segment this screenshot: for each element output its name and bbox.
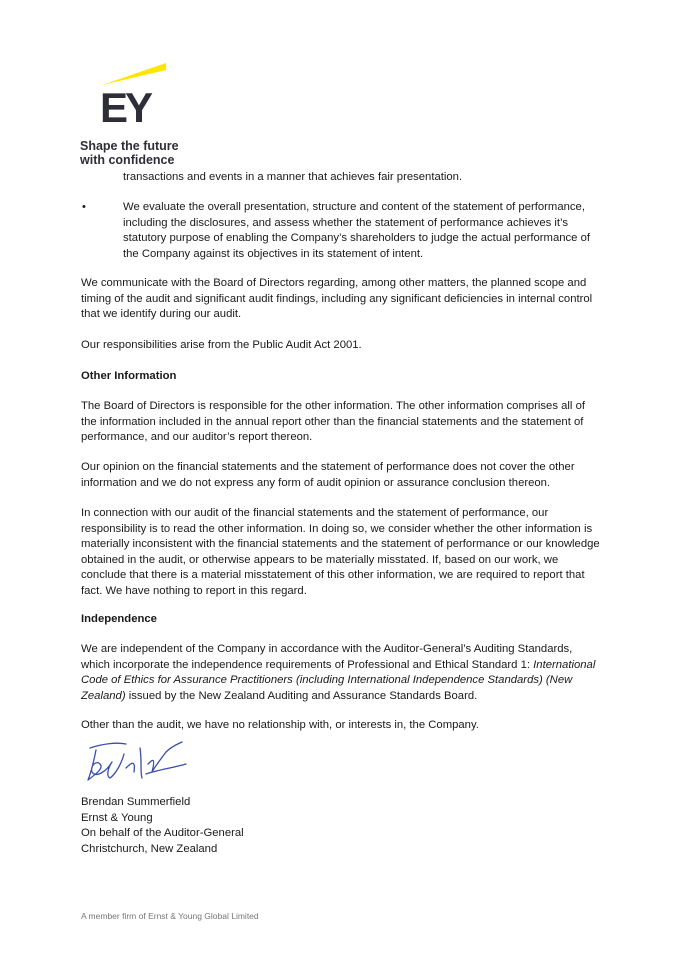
handwritten-signature bbox=[82, 738, 192, 786]
signatory-on-behalf: On behalf of the Auditor-General bbox=[81, 827, 244, 839]
independence-heading: Independence bbox=[81, 613, 157, 625]
ey-beam-icon bbox=[102, 63, 166, 85]
ey-logo bbox=[80, 63, 190, 168]
communication-paragraph: We communicate with the Board of Directors regarding, among other matters, the planned scope and timing of the audit and significant audit findings, including any significant deficiencies in internal control that we identify during our audit. bbox=[81, 277, 593, 320]
other-information-paragraph-2: Our opinion on the financial statements and the statement of performance does not cover the other information and we do not express any form of audit opinion or assurance conclusion thereon. bbox=[81, 461, 575, 489]
independence-text-c: issued by the New Zealand Auditing and Assurance Standards Board. bbox=[125, 689, 478, 702]
page-footer: A member firm of Ernst & Young Global Limited bbox=[81, 911, 259, 921]
signatory-block bbox=[81, 795, 601, 857]
signatory-location: Christchurch, New Zealand bbox=[81, 842, 218, 855]
ey-wordmark: EY bbox=[100, 84, 151, 131]
other-information-heading: Other Information bbox=[81, 370, 177, 382]
bullet-continuation: transactions and events in a manner that achieves fair presentation. bbox=[123, 171, 463, 183]
independence-text-a: We are independent of the Company in accordance with the Auditor-General’s Auditing Standards, which incorporate the independence requirements of Professional and Ethical Standard 1: bbox=[81, 643, 573, 671]
other-information-paragraph-3: In connection with our audit of the financial statements and the statement of performance, our responsibility is to read the other information. In doing so, we consider whether the other information is materially inconsistent with the financial statements and the statement of performance or our knowledge obtained in the audit, or otherwise appears to be materially misstated. If, based on our work, we conclude that there is a material misstatement of this other information, we are required to report that fact. We have nothing to report in this regard. bbox=[81, 507, 600, 597]
signatory-firm: Ernst & Young bbox=[81, 811, 153, 824]
responsibilities-paragraph: Our responsibilities arise from the Public Audit Act 2001. bbox=[81, 339, 362, 351]
logo-tagline-line1: Shape the future bbox=[80, 139, 179, 153]
signatory-name: Brendan Summerfield bbox=[81, 796, 191, 808]
other-information-paragraph-1: The Board of Directors is responsible for the other information. The other information comprises all of the information included in the annual report other than the financial statements and the statement of performance, and our auditor’s report thereon. bbox=[81, 400, 585, 443]
independence-paragraph-1 bbox=[81, 642, 601, 704]
independence-standard-title: International Code of Ethics for Assurance Practitioners (including International Independence Standards) (New Zealand) bbox=[81, 658, 596, 702]
logo-tagline-line2: with confidence bbox=[80, 153, 175, 167]
bullet-paragraph: We evaluate the overall presentation, structure and content of the statement of performance, including the disclosures, and assess whether the statement of performance achieves it’s statutory purpose of enabling the Company’s shareholders to judge the actual performance of the Company against its objectives in its statement of intent. bbox=[123, 201, 591, 260]
logo-tagline bbox=[80, 139, 179, 167]
bullet-marker: • bbox=[82, 201, 86, 213]
independence-paragraph-2: Other than the audit, we have no relationship with, or interests in, the Company. bbox=[81, 719, 479, 731]
